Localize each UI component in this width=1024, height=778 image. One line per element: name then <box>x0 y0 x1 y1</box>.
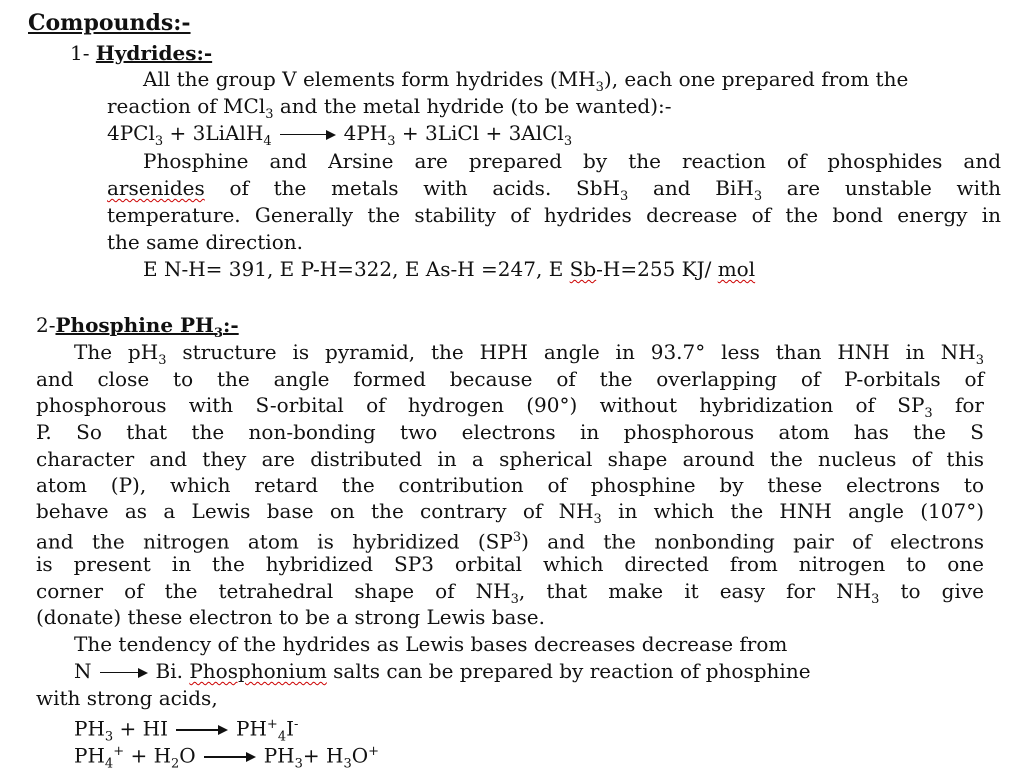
phosphine-line-8: and the nitrogen atom is hybridized $(SP^3)$ and the nonbonding pair of electrons <box>36 529 984 554</box>
phosphine-line-7: behave as a Lewis base on the contrary of $NH_3$ in which the HNH angle (107°) <box>36 499 984 527</box>
phosphonium-equation-2: $PH_4^+ + H_2O$ $PH_3+ H_3O^+$ <box>74 743 380 772</box>
phosphonium-equation-1: $PH_3$ + HI $PH^+_4I^-$ <box>74 716 299 745</box>
trend-arrow-icon <box>100 668 148 678</box>
hydrides-para2-line4: the same direction. <box>107 230 303 254</box>
phosphine-line-5: character and they are distributed in a spherical shape around the nucleus of this <box>36 447 984 471</box>
phosphine-line-2: and close to the angle formed because of the overlapping of P-orbitals of <box>36 367 984 391</box>
phosphine-line-3: phosphorous with S-orbital of hydrogen (90°) without hybridization of $SP_3$ for <box>36 393 984 421</box>
hydride-equation: 4PCl$_3$ + 3LiAlH$_4$ $4PH_3$ + 3LiCl + 3AlCl$_3$ <box>107 121 573 149</box>
phosphine-line-11: (donate) these electron to be a strong Lewis base. <box>36 605 545 629</box>
section-heading: Compounds:- <box>28 10 191 36</box>
hydrides-para2-line3: temperature. Generally the stability of hydrides decrease of the bond energy in <box>107 203 1001 227</box>
subsection-2-title: 2-Phosphine $PH_3:-$ <box>36 313 239 341</box>
phosphine-line-1: The $pH_3$ structure is pyramid, the HPH angle in 93.7° less than HNH in $NH_3$ <box>74 340 984 368</box>
reaction-arrow-icon <box>204 752 256 762</box>
reaction-arrow-icon <box>280 130 336 140</box>
phosphine-line-12: The tendency of the hydrides as Lewis bases decreases decrease from <box>74 632 788 656</box>
phosphine-line-14: with strong acids, <box>36 686 218 710</box>
reaction-arrow-icon <box>176 725 228 735</box>
phosphine-line-4: P. So that the non-bonding two electrons in phosphorous atom has the S <box>36 420 984 444</box>
subsection-1-title <box>70 40 212 66</box>
hydrides-para2-line1: Phosphine and Arsine are prepared by the reaction of phosphides and <box>143 149 1001 173</box>
subsection-number: 1- <box>70 41 90 65</box>
phosphine-line-10: corner of the tetrahedral shape of $NH_3$, that make it easy for $NH_3$ to give <box>36 579 984 607</box>
phosphine-line-9: is present in the hybridized SP3 orbital which directed from nitrogen to one <box>36 552 984 576</box>
subsection-title: Hydrides:- <box>95 41 213 65</box>
hydrides-para2-line2: arsenides of the metals with acids. SbH$_3$ and BiH$_3$ are unstable with <box>107 176 1001 204</box>
phosphine-line-6: atom (P), which retard the contribution of phosphine by these electrons to <box>36 473 984 497</box>
bond-energies: E N-H= 391, E P-H=322, E As-H =247, E Sb-H=255 KJ/ mol <box>143 257 756 281</box>
hydrides-para1-line2: reaction of MCl$_3$ and the metal hydride (to be wanted):- <box>107 94 672 122</box>
hydrides-para1-line1: All the group V elements form hydrides $(MH_3)$, each one prepared from the <box>143 67 909 95</box>
phosphine-line-13: N Bi. Phosphonium salts can be prepared by reaction of phosphine <box>74 659 811 683</box>
